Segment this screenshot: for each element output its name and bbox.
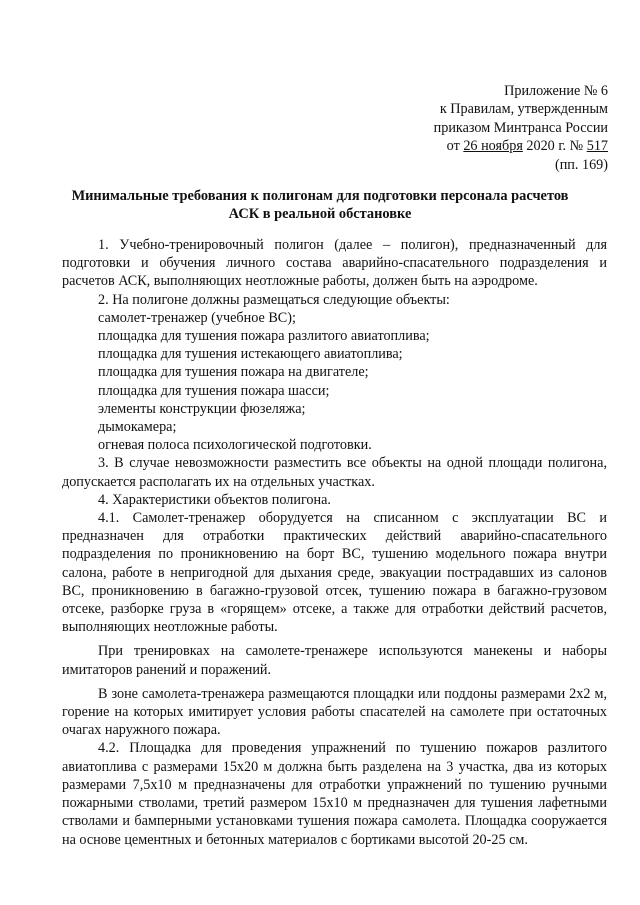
order-number: 517 [586, 138, 608, 155]
appendix-header [434, 82, 608, 174]
object-list-item: дымокамера; [98, 419, 177, 436]
object-list-item: площадка для тушения пожара шасси; [98, 382, 330, 399]
object-list-item: площадка для тушения пожара на двигателе; [98, 364, 369, 381]
paragraph-3: 3. В случае невозможности разместить все объекты на одной площади полигона, допускается располагать их на отдельных участках. [62, 455, 607, 490]
object-list-item: площадка для тушения пожара разлитого авиатоплива; [98, 328, 430, 345]
order-date: 26 ноября [463, 138, 523, 155]
paragraph-2: 2. На полигоне должны размещаться следующие объекты: [98, 291, 450, 308]
appendix-order-ref: приказом Минтранса России [433, 119, 608, 136]
object-list-item: элементы конструкции фюзеляжа; [98, 400, 306, 417]
paragraph-1: 1. Учебно-тренировочный полигон (далее – полигон), предназначенный для подготовки и обучения личного состава аварийно-спасательного подразделения и расчетов АСК, выполняющих неотложные работы, должен быть на аэродроме. [62, 237, 607, 290]
paragraph-4-1-zone: В зоне самолета-тренажера размещаются площадки или поддоны размерами 2х2 м, горение на которых имитирует условия работы спасателей на самолете при остаточных очагах наружного пожара. [62, 685, 607, 739]
paragraph-4-1-mannequins: При тренировках на самолете-тренажере используются манекены и наборы имитаторов ранений и поражений. [62, 643, 607, 678]
document-title: Минимальные требования к полигонам для подготовки персонала расчетов АСК в реальной обстановке [71, 188, 569, 222]
order-date-prefix: от [446, 138, 464, 155]
object-list-item: самолет-тренажер (учебное ВС); [98, 309, 296, 326]
document-body [62, 236, 607, 849]
appendix-rules-ref: к Правилам, утвержденным [439, 101, 608, 118]
order-date-mid: 2020 г. № [522, 138, 587, 155]
appendix-clause-ref: (пп. 169) [554, 156, 608, 173]
appendix-order-date [434, 137, 608, 155]
appendix-number: Приложение № 6 [504, 83, 608, 99]
object-list-item: площадка для тушения истекающего авиатоплива; [98, 346, 403, 363]
object-list-item: огневая полоса психологической подготовки. [98, 437, 372, 454]
paragraph-4: 4. Характеристики объектов полигона. [98, 491, 331, 508]
paragraph-4-2: 4.2. Площадка для проведения упражнений по тушению пожаров разлитого авиатоплива с размерами 15х20 м должна быть разделена на 3 участка, два из которых размерами 7,5х10 м предназначены для отработки упражнений по тушению ручными пожарными стволами, третий размером 15х10 м предназначен для тушения лафетными стволами и бамперными установками тушения пожара самолета. Площадка сооружается на основе цементных и бетонных материалов с бортиками высотой 20-25 см. [62, 740, 607, 848]
paragraph-4-1: 4.1. Самолет-тренажер оборудуется на списанном с эксплуатации ВС и предназначен для отработки практических действий аварийно-спасательного подразделения по проникновению на борт ВС, тушению модельного пожара внутри салона, работе в непригодной для дыхания среде, эвакуации пострадавших из салонов ВС, проникновению в багажно-грузовой отсек, тушению пожара в багажно-грузовом отсеке, разборке груза в «горящем» отсеке, а также для отработки действий расчетов, выполняющих неотложные работы. [62, 510, 607, 636]
